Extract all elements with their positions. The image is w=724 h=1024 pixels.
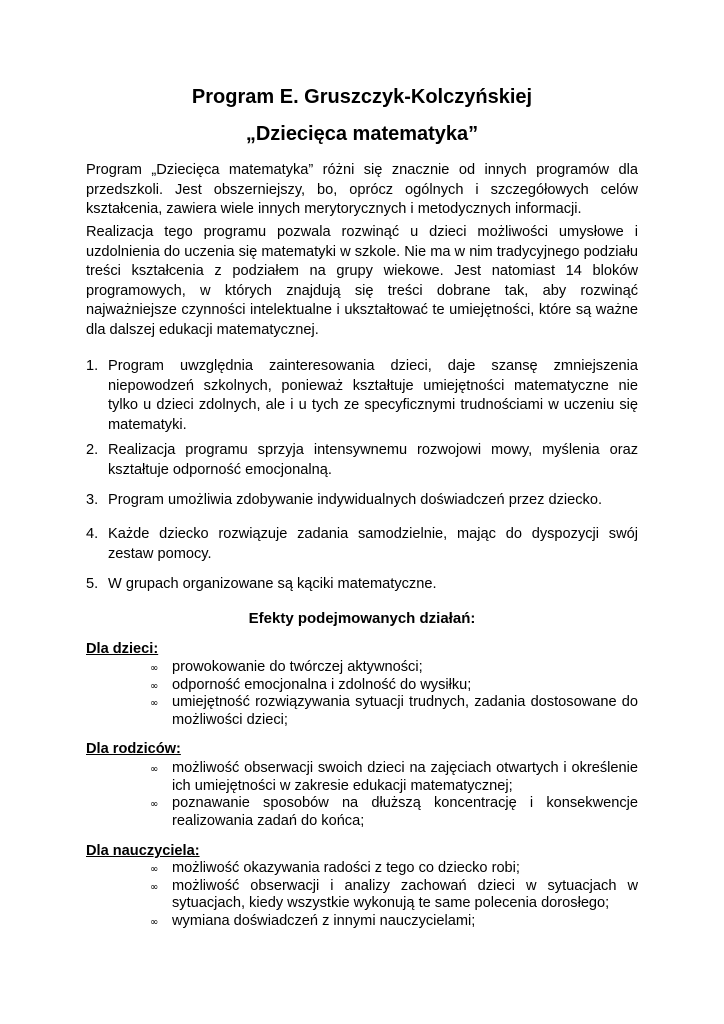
numbered-list [86, 575, 638, 595]
list-item [150, 694, 638, 729]
group-label-children: Dla dzieci: [86, 641, 159, 657]
infinity-bullet-icon: ∞ [150, 864, 159, 875]
children-bullet-list [150, 659, 638, 729]
bullet-text: możliwość obserwacji swoich dzieci na zajęciach otwartych i określenie ich umiejętności w zakresie edukacji matematycznej; [172, 760, 638, 794]
list-item [86, 357, 638, 435]
bullet-text: poznawanie sposobów na dłuższą koncentrację i konsekwencje realizowania zadań do końca; [172, 795, 638, 829]
list-item-text: W grupach organizowane są kąciki matematyczne. [108, 576, 437, 592]
list-item-number: 1. [86, 358, 99, 374]
bullet-text: odporność emocjonalna i zdolność do wysiłku; [172, 676, 472, 693]
list-item [86, 575, 638, 595]
list-item-number: 4. [86, 526, 99, 542]
group-label-parents: Dla rodziców: [86, 741, 181, 757]
list-item [150, 659, 638, 677]
list-item [86, 491, 638, 511]
bullet-text: możliwość obserwacji i analizy zachowań dzieci w sytuacjach w sytuacjach, kiedy wszystkie wykonują te same polecenia dorosłego; [172, 877, 638, 911]
intro-paragraph: Program „Dziecięca matematyka” różni się znacznie od innych programów dla przedszkoli. Jest obszerniejszy, bo, oprócz ogólnych i szczegółowych celów kształcenia, zawiera wiele innych merytorycznych i metodycznych informacji. [86, 162, 638, 217]
list-item [150, 760, 638, 795]
teacher-bullet-list [150, 860, 638, 930]
list-item [86, 525, 638, 564]
list-item-text: Każde dziecko rozwiązuje zadania samodzielnie, mając do dyspozycji swój zestaw pomocy. [108, 526, 638, 562]
document-subtitle: „Dziecięca matematyka” [245, 123, 479, 145]
list-item [150, 677, 638, 695]
list-item [150, 913, 638, 931]
infinity-bullet-icon: ∞ [150, 881, 159, 893]
numbered-list [86, 525, 638, 564]
group-label-teacher: Dla nauczyciela: [86, 843, 200, 859]
bullet-text: wymiana doświadczeń z innymi nauczycielami; [172, 912, 476, 929]
bullet-text: prowokowanie do twórczej aktywności; [172, 659, 423, 675]
bullet-text: możliwość okazywania radości z tego co dziecko robi; [172, 860, 520, 876]
infinity-bullet-icon: ∞ [150, 663, 159, 674]
infinity-bullet-icon: ∞ [150, 698, 159, 709]
list-item-number: 2. [86, 442, 99, 458]
infinity-bullet-icon: ∞ [150, 916, 159, 928]
infinity-bullet-icon: ∞ [150, 799, 159, 810]
bullet-text: umiejętność rozwiązywania sytuacji trudnych, zadania dostosowane do możliwości dzieci; [172, 694, 638, 728]
list-item-text: Realizacja programu sprzyja intensywnemu rozwojowi mowy, myślenia oraz kształtuje odporność emocjonalną. [108, 442, 638, 478]
parents-bullet-list [150, 760, 638, 830]
numbered-list [86, 441, 638, 480]
list-item-text: Program uwzględnia zainteresowania dzieci, daje szansę zmniejszenia niepowodzeń szkolnych, ponieważ kształtuje umiejętności matematyczne nie tylko u dzieci zdolnych, ale i u tych ze specyficznymi trudnościami w uczeniu się matematyki. [108, 358, 638, 433]
list-item [86, 441, 638, 480]
numbered-list [86, 357, 638, 435]
list-item-number: 3. [86, 492, 99, 508]
list-item [150, 795, 638, 830]
list-item [150, 860, 638, 878]
list-item [150, 878, 638, 913]
effects-heading: Efekty podejmowanych działań: [248, 610, 476, 627]
numbered-list [86, 491, 638, 511]
infinity-bullet-icon: ∞ [150, 764, 159, 775]
infinity-bullet-icon: ∞ [150, 680, 159, 692]
list-item-number: 5. [86, 576, 99, 592]
realization-paragraph: Realizacja tego programu pozwala rozwinąć u dzieci możliwości umysłowe i uzdolnienia do uczenia się matematyki w szkole. Nie ma w nim tradycyjnego podziału treści kształcenia z podziałem na grupy wiekowe. Jest natomiast 14 bloków programowych, w których znajdują się treści dobrane tak, aby rozwinąć najważniejsze czynności intelektualne i ukształtować te umiejętności, które są ważne dla dalszej edukacji matematycznej. [86, 224, 638, 338]
document-title: Program E. Gruszczyk-Kolczyńskiej [191, 86, 533, 108]
list-item-text: Program umożliwia zdobywanie indywidualnych doświadczeń przez dziecko. [108, 492, 602, 508]
